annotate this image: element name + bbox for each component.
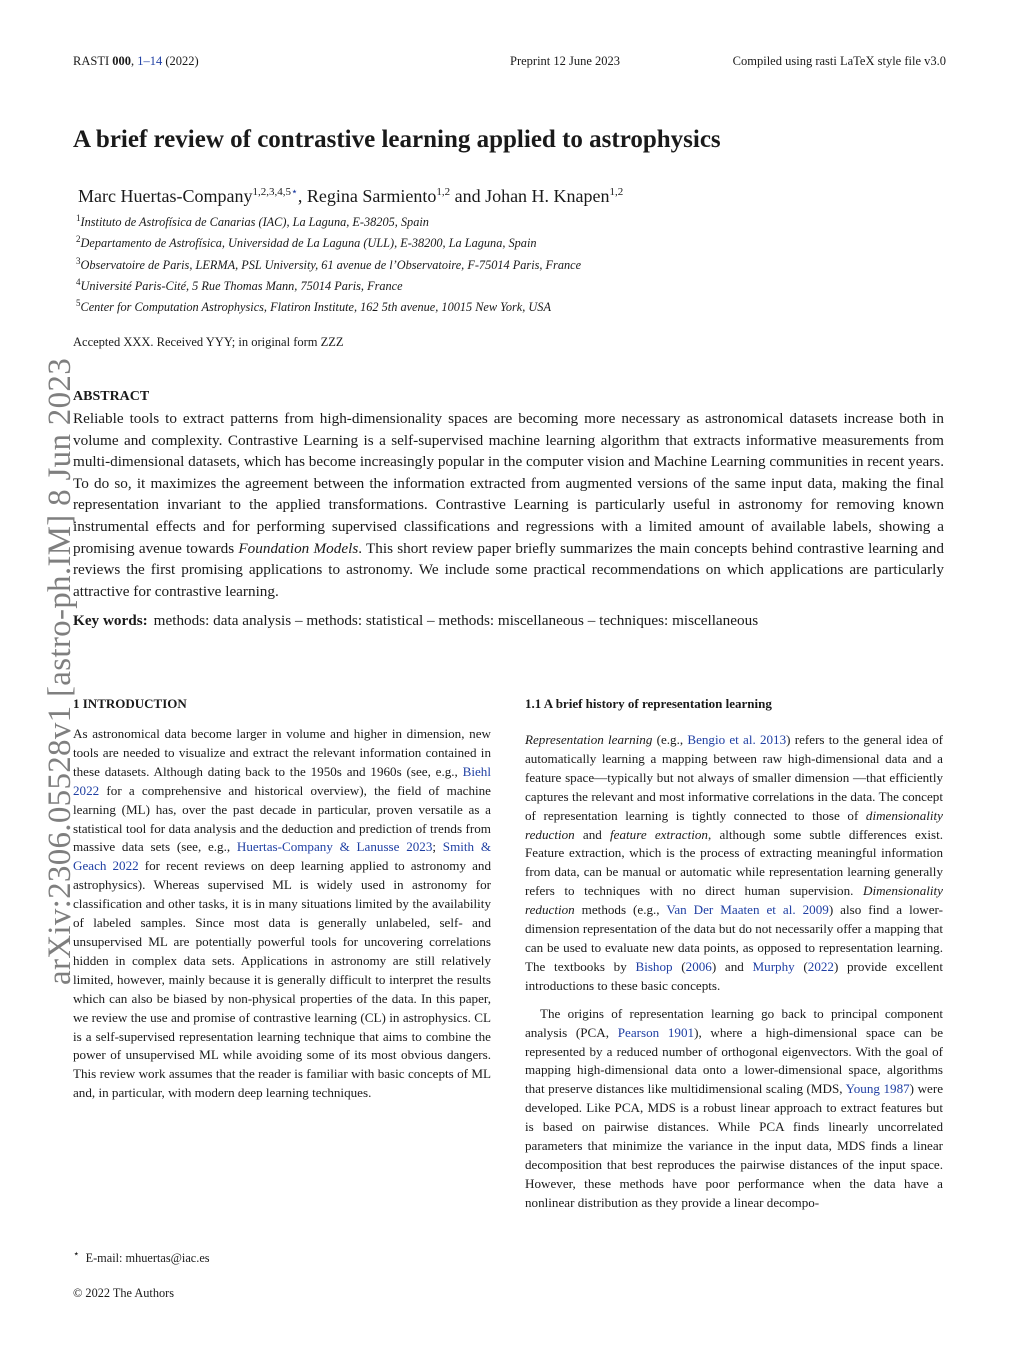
affiliation-number: 3 [76,255,81,266]
affiliation-text: Université Paris-Cité, 5 Rue Thomas Mann, 75014 Paris, France [80,278,403,293]
affiliation-number: 4 [76,276,81,287]
citation-link[interactable]: Biehl 2022 [73,763,491,798]
abstract-emphasis: Foundation Models [238,539,359,557]
running-header-journal: RASTI 000, 1–14 (2022) [73,54,199,68]
body-text: ) were developed. Like PCA, MDS is a robust linear approach to extract features but is based on pairwise distances. While PCA finds linearly uncorrelated parameters that minimize the variance in the input data, MDS finds a linear decomposition that best reproduces the pairwise distances of the input space. However, these methods have poor performance when the data have a nonlinear distribution as they provide a linear decompo- [525,1081,944,1210]
author-3: and Johan H. Knapen [450,186,610,206]
body-text: ; [432,839,443,855]
introduction-paragraph [73,725,491,1103]
citation-link[interactable]: Smith & Geach 2022 [73,839,491,874]
abstract-body [73,408,944,602]
body-text: The origins of representation learning go back to principal component analysis (PCA, [525,1005,943,1040]
affiliation-number: 2 [76,234,81,245]
citation-link[interactable]: 2006 [685,958,712,974]
affiliation-item [76,210,581,231]
history-body [525,731,943,1213]
citation-link[interactable]: Huertas-Company & Lanusse 2023 [236,839,433,855]
affiliation-item [76,274,581,295]
subsection-heading-history: 1.1 A brief history of representation learning [525,696,772,711]
received-line: Accepted XXX. Received YYY; in original form ZZZ [73,335,344,349]
body-text: As astronomical data become larger in volume and higher in dimension, new tools are needed to visualize and extract the relevant information contained in these datasets. Although dating back to the 1950s and 1960s (see, e.g., [73,726,491,779]
history-paragraph-2 [525,1005,943,1213]
section-heading-introduction: 1 INTRODUCTION [73,696,187,711]
author-1-affil: 1,2,3,4,5 [252,186,291,198]
emphasis-text: Representation learning [525,732,653,747]
body-text: ( [672,958,686,974]
affiliation-text: Instituto de Astrofísica de Canarias (IAC), La Laguna, E-38205, Spain [80,215,429,230]
body-text: (e.g., [652,732,688,747]
author-3-affil: 1,2 [609,186,624,198]
author-list [78,185,623,207]
affiliation-text: Departamento de Astrofísica, Universidad de La Laguna (ULL), E-38200, La Laguna, Spain [80,236,537,251]
footnote-text: E-mail: mhuertas@iac.es [85,1251,210,1266]
body-text: ) and [711,958,753,974]
author-2-affil: 1,2 [436,186,451,198]
footnote-email [73,1248,210,1266]
journal-name: RASTI [73,54,110,68]
citation-link[interactable]: Young 1987 [845,1081,910,1097]
affiliation-item [76,231,581,252]
introduction-body [73,725,491,1103]
citation-link[interactable]: Murphy [752,958,795,974]
history-paragraph-1 [525,731,943,996]
body-text: ) also find a lower-dimension representation of the data but do not necessarily offer a mapping that can be used to evaluate new data points, as opposed to representation learning. The textbooks by [525,902,943,974]
citation-link[interactable]: Van Der Maaten et al. 2009 [666,902,829,918]
affiliation-text: Center for Computation Astrophysics, Flatiron Institute, 162 5th avenue, 10015 New York, USA [80,300,551,315]
abstract-heading: ABSTRACT [73,389,150,404]
body-text: ), where a high-dimensional space can be represented by a reduced number of orthogonal eigenvectors. With the goal of mapping high-dimensional data onto a lower-dimensional space, algorithms that preserve distances like multidimensional scaling (MDS, [525,1024,944,1097]
arxiv-stamp: arXiv:2306.05528v1 [astro-ph.IM] 8 Jun 2023 [42,358,78,985]
citation-link[interactable]: Bengio et al. 2013 [687,732,787,747]
paper-title: A brief review of contrastive learning applied to astrophysics [73,126,721,153]
copyright-notice: © 2022 The Authors [73,1286,174,1300]
page-range-link[interactable]: 1–14 [137,54,163,68]
body-text: methods (e.g., [574,902,667,918]
affiliation-list [76,210,581,316]
keywords-line [73,612,758,630]
body-text: ( [794,958,808,974]
body-text: for a comprehensive and historical overview), the field of machine learning (ML) has, over the past decade in particular, proven versatile as a statistical tool for data analysis and the deduction and prediction of trends from massive data sets (see, e.g., [73,782,491,855]
emphasis-text: feature extraction [610,826,708,842]
citation-link[interactable]: Pearson 1901 [617,1024,695,1040]
affiliation-item [76,295,581,316]
body-text: ) provide excellent introductions to these basic concepts. [525,958,943,993]
citation-link[interactable]: Bishop [635,958,673,974]
abstract-text: Reliable tools to extract patterns from high-dimensionality spaces are becoming more necessary as astronomical datasets increase both in volume and complexity. Contrastive Learning is a self-supervised machine learning algorithm that extracts informative measurements from multi-dimensional datasets, which has become increasingly popular in the computer vision and Machine Learning communities in recent years. To do so, it maximizes the agreement between the information extracted from augmented versions of the same input data, making the final representation invariant to the applied transformations. Contrastive Learning is particularly useful in astronomy for removing known instrumental effects and for performing supervised classifications and regressions with a limited amount of available labels, showing a promising avenue towards [73,410,944,557]
preprint-date: Preprint 12 June 2023 [510,54,621,68]
emphasis-text: Dimensionality reduction [525,883,943,918]
keywords-label: Key words: [73,612,148,629]
body-text: and [574,826,611,842]
affiliation-number: 5 [76,298,81,309]
journal-volume: 000 [112,54,131,68]
citation-link[interactable]: 2022 [807,958,834,974]
corresponding-star-link[interactable]: ⋆ [290,186,298,198]
author-2: , Regina Sarmiento [297,186,437,206]
affiliation-number: 1 [76,213,81,223]
body-text: ) refers to the general idea of automatically learning a mapping between raw high-dimensional data and a feature space—typically but not always of smaller dimension —that efficiently captures the relevant and most informative correlations in the data. The concept of representation learning is tightly connected to those of [525,732,943,823]
affiliation-item [76,253,581,274]
author-1: Marc Huertas-Company [78,186,253,206]
abstract-text: . This short review paper briefly summarizes the main concepts behind contrastive learning and reviews the first promising applications to astronomy. We include some practical recommendations on which applications are particularly attractive for contrastive learning. [73,539,944,600]
emphasis-text: dimensionality reduction [525,807,943,842]
body-text: , although some subtle differences exist. Feature extraction, which is the process of extracting meaningful information from data, can be manual or automatic while representation learning generally refers to techniques with no direct human supervision. [525,826,943,899]
compiled-note: Compiled using rasti LaTeX style file v3.0 [732,54,946,68]
affiliation-text: Observatoire de Paris, LERMA, PSL University, 61 avenue de l’Observatoire, F-75014 Paris, France [80,257,582,272]
keywords-text: methods: data analysis – methods: statistical – methods: miscellaneous – techniques: miscellaneous [153,612,759,629]
body-text: for recent reviews on deep learning applied to astronomy and astrophysics). Whereas supervised ML is widely used in astronomy for classification and other tasks, it is in many situations limited by the availability of labeled samples. Since most data is generally unlabeled, self- and unsupervised ML are potentially powerful tools for uncovering correlations hidden in complex data sets. Applications in astronomy are still relatively limited, however, mainly because it is generally difficult to interpret the results which can also be biased by non-physical properties of the data. In this paper, we review the use and promise of contrastive learning (CL) in astrophysics. CL is a self-supervised representation learning technique that aims to combine the power of unsupervised ML while avoiding some of its most obvious dangers. This review work assumes that the reader is familiar with basic concepts of ML and, in particular, with modern deep learning techniques. [73,858,491,1101]
footnote-star: ⋆ [73,1249,80,1260]
journal-year: (2022) [165,54,199,68]
